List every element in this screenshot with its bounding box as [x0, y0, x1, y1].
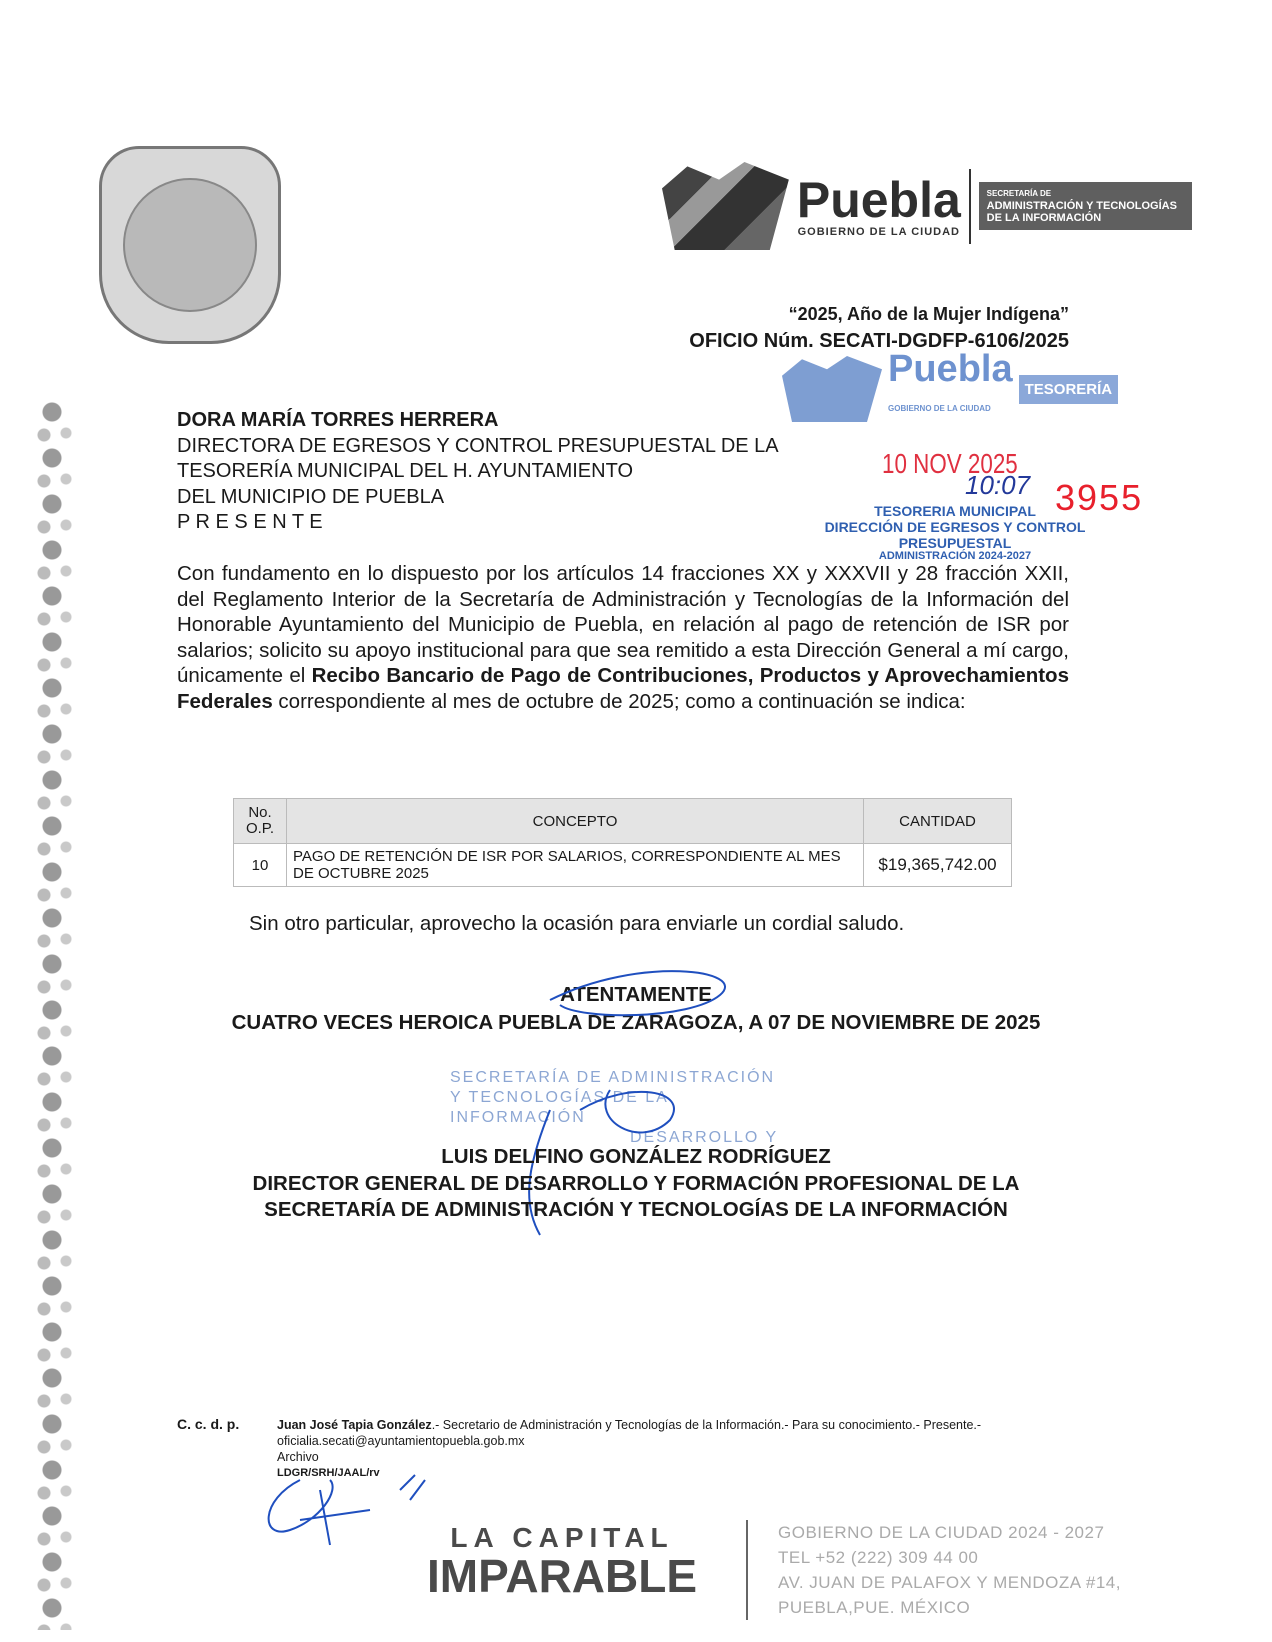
cc-block: C. c. d. p. Juan José Tapia González.- Secretario de Administración y Tecnologías de la Información.- Para su conocimiento.- Presente.- oficialia.secati@ayuntamientopuebla.gob.mx Archivo LDGR/SRH/JAAL/rv — [177, 1416, 982, 1479]
received-date: 10 NOV 2025 — [882, 448, 1018, 479]
city-coat-of-arms-seal — [99, 146, 281, 344]
addressee-line: TESORERÍA MUNICIPAL DEL H. AYUNTAMIENTO — [177, 460, 634, 482]
table-row — [234, 844, 1012, 887]
logo-secretaria-box: SECRETARÍA DE ADMINISTRACIÓN Y TECNOLOGÍAS DE LA INFORMACIÓN — [979, 182, 1192, 230]
footer-contact: GOBIERNO DE LA CIUDAD 2024 - 2027 TEL +52 (222) 309 44 00 AV. JUAN DE PALAFOX Y MENDOZA #14, PUEBLA,PUE. MÉXICO — [746, 1520, 1121, 1620]
addressee-line: DEL MUNICIPIO DE PUEBLA — [177, 485, 445, 508]
cc-initials: LDGR/SRH/JAAL/rv — [277, 1467, 380, 1479]
col-header-cantidad: CANTIDAD — [864, 799, 1012, 844]
logo-art-icon — [662, 162, 789, 250]
cell-no: 10 — [234, 844, 287, 887]
seal-emblem — [123, 178, 257, 312]
atentamente: ATENTAMENTE — [560, 983, 712, 1006]
initials-signature — [260, 1470, 430, 1550]
cell-concepto: PAGO DE RETENCIÓN DE ISR POR SALARIOS, CORRESPONDIENTE AL MES DE OCTUBRE 2025 — [287, 844, 864, 887]
payment-table — [233, 798, 1012, 887]
stamp-logo-art-icon — [782, 356, 882, 422]
secati-seal-stamp: SECRETARÍA DE ADMINISTRACIÓN Y TECNOLOGÍAS DE LA INFORMACIÓN DESARROLLO Y — [450, 1069, 779, 1146]
cc-label: C. c. d. p. — [177, 1416, 240, 1432]
cc-archive: Archivo — [277, 1450, 319, 1464]
logo-sub: GOBIERNO DE LA CIUDAD — [797, 226, 960, 238]
cell-cantidad: $19,365,742.00 — [864, 844, 1012, 887]
puebla-secati-logo — [662, 160, 1192, 252]
tesoreria-stamp-text: TESORERIA MUNICIPAL DIRECCIÓN DE EGRESOS Y CONTROL PRESUPUESTAL ADMINISTRACIÓN 2024-2027 — [824, 503, 1086, 562]
addressee-name: DORA MARÍA TORRES HERRERA — [177, 409, 499, 431]
cc-email: oficialia.secati@ayuntamientopuebla.gob.mx — [277, 1434, 525, 1448]
signer-title-line: SECRETARÍA DE ADMINISTRACIÓN Y TECNOLOGÍAS DE LA INFORMACIÓN — [264, 1198, 1008, 1221]
closing-line: Sin otro particular, aprovecho la ocasión para enviarle un cordial saludo. — [249, 912, 905, 935]
tesoreria-stamp-logo: Puebla GOBIERNO DE LA CIUDAD TESORERÍA — [782, 356, 1127, 422]
col-header-concepto: CONCEPTO — [287, 799, 864, 844]
year-motto: “2025, Año de la Mujer Indígena” — [788, 304, 1069, 324]
body-paragraph: Con fundamento en lo dispuesto por los artículos 14 fracciones XX y XXXVII y 28 fracción XXII, del Reglamento Interior de la Secretaría de Administración y Tecnologías de la Información del Honorable Ayuntamiento del Municipio de Puebla, en relación al pago de retención de ISR por salarios; solicito su apoyo institucional para que sea remitido a esta Dirección General a mí cargo, únicamente el Recibo Bancario de Pago de Contribuciones, Productos y Aprovechamientos Federales correspondiente al mes de octubre de 2025; como a continuación se indica: — [177, 562, 1069, 713]
received-time: 10:07 — [965, 470, 1031, 500]
place-date: CUATRO VECES HEROICA PUEBLA DE ZARAGOZA, A 07 DE NOVIEMBRE DE 2025 — [231, 1011, 1041, 1034]
folio-number: 3955 — [1055, 477, 1144, 518]
logo-word: Puebla — [796, 172, 961, 228]
slogan-logo: LA CAPITAL IMPARABLE — [426, 1522, 698, 1602]
signer-title-line: DIRECTOR GENERAL DE DESARROLLO Y FORMACIÓN PROFESIONAL DE LA — [252, 1172, 1020, 1195]
col-header-no: No. O.P. — [234, 799, 287, 844]
addressee-line: P R E S E N T E — [177, 511, 323, 533]
addressee-line: DIRECTORA DE EGRESOS Y CONTROL PRESUPUESTAL DE LA — [177, 434, 779, 457]
addressee-block — [177, 408, 779, 536]
table-header-row — [234, 799, 1012, 844]
oficio-number: OFICIO Núm. SECATI-DGDFP-6106/2025 — [689, 330, 1069, 352]
signer-name: LUIS DELFINO GONZÁLEZ RODRÍGUEZ — [441, 1145, 831, 1168]
